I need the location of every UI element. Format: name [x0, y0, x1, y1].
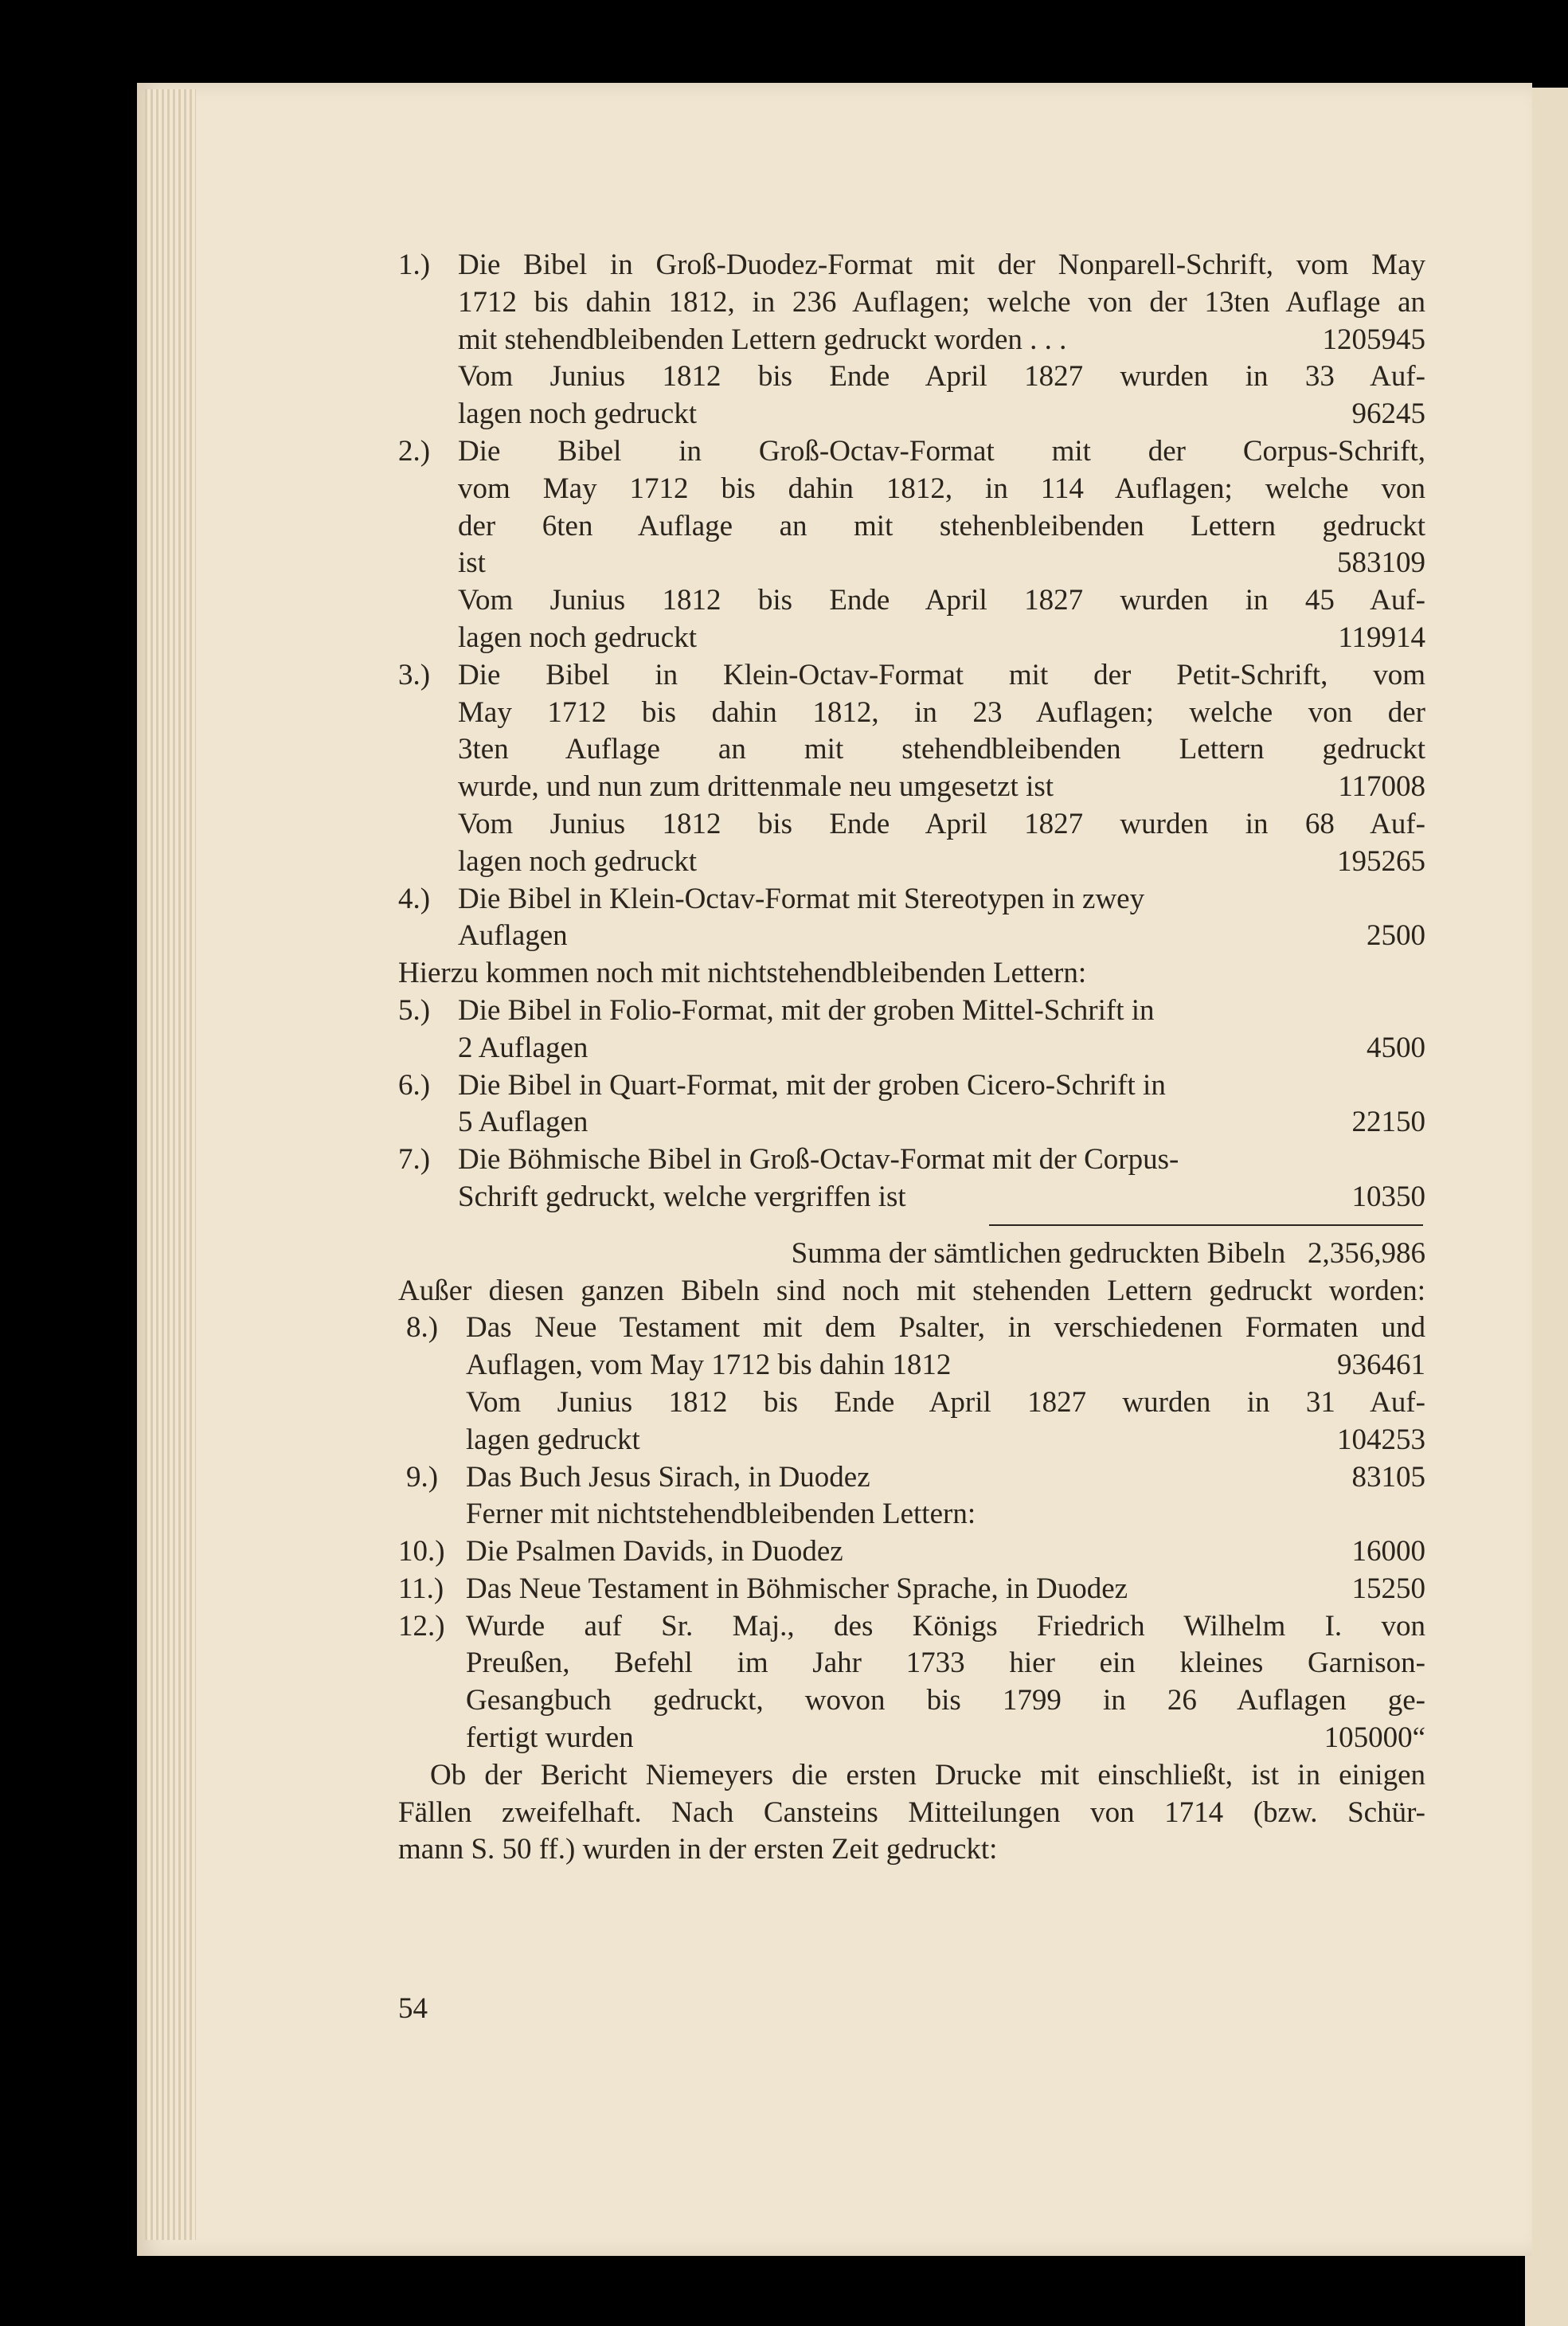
item-value: 936461: [1337, 1349, 1425, 1382]
item-number: 6.): [398, 1068, 431, 1102]
sub-line: lagen noch gedruckt: [458, 844, 697, 878]
item-value: 4500: [1367, 1031, 1425, 1064]
item-line-with-value: [458, 1179, 1425, 1216]
item-line: Das Neue Testament in Böhmischer Sprache, in Duodez: [466, 1572, 1128, 1605]
item-line-with-value: [466, 1533, 1425, 1571]
item-number: 11.): [398, 1572, 444, 1605]
item-number: 10.): [398, 1535, 445, 1568]
sub-line: Ferner mit nichtstehendbleibenden Lettern:: [466, 1498, 976, 1531]
item-line: wurde, und nun zum drittenmale neu umgesetzt ist: [458, 770, 1054, 804]
item-line: Die Psalmen Davids, in Duodez: [466, 1535, 843, 1568]
item-line: Die Böhmische Bibel in Groß-Octav-Format mit der Corpus-: [458, 1143, 1179, 1177]
sub-line: Vom Junius 1812 bis Ende April 1827 wurden in 31 Auf-: [466, 1385, 1425, 1419]
item-line: fertigt wurden: [466, 1721, 634, 1755]
item-value: 105000“: [1324, 1721, 1425, 1755]
sub-value: 96245: [1351, 397, 1425, 431]
item-line: Auflagen, vom May 1712 bis dahin 1812: [466, 1349, 952, 1382]
sub-line-with-value: [466, 1422, 1425, 1459]
item-value: 2500: [1367, 919, 1425, 953]
list-item-9: [398, 1459, 1425, 1534]
item-line: 1712 bis dahin 1812, in 236 Auflagen; welche von der 13ten Auflage an: [458, 285, 1425, 319]
closing-paragraph: [398, 1757, 1425, 1869]
list-item-2: [398, 433, 1425, 657]
item-value: 15250: [1351, 1572, 1425, 1605]
item-line: Auflagen: [458, 919, 568, 953]
item-line-with-value: [458, 769, 1425, 806]
list-item-4: [398, 881, 1425, 956]
item-line: Das Neue Testament mit dem Psalter, in verschiedenen Formaten und: [466, 1311, 1425, 1345]
item-number: 9.): [406, 1460, 439, 1494]
sub-value: 195265: [1337, 844, 1425, 878]
item-line: ist: [458, 546, 486, 580]
item-line-with-value: [466, 1347, 1425, 1384]
item-line-with-value: [458, 918, 1425, 955]
item-line-with-value: [458, 545, 1425, 582]
list-item-1: [398, 247, 1425, 433]
page-number: 54: [398, 1992, 428, 2025]
page-text: [398, 247, 1425, 1869]
item-line: Die Bibel in Quart-Format, mit der groben Cicero-Schrift in: [458, 1068, 1166, 1102]
item-number: 7.): [398, 1143, 431, 1177]
item-value: 583109: [1337, 546, 1425, 580]
item-line: Die Bibel in Klein-Octav-Format mit Stereotypen in zwey: [458, 882, 1145, 915]
item-number: 4.): [398, 882, 431, 915]
list-item-3: [398, 657, 1425, 881]
list-item-12: [398, 1608, 1425, 1757]
item-line-with-value: [466, 1459, 1425, 1497]
item-line: Schrift gedruckt, welche vergriffen ist: [458, 1180, 906, 1213]
item-value: 16000: [1351, 1535, 1425, 1568]
list-item-10: [398, 1533, 1425, 1571]
list-item-11: [398, 1571, 1425, 1608]
item-value: 117008: [1338, 770, 1425, 804]
section-heading: Außer diesen ganzen Bibeln sind noch mit stehenden Lettern gedruckt worden:: [398, 1274, 1425, 1307]
item-number: 8.): [406, 1311, 439, 1345]
item-number: 1.): [398, 249, 431, 281]
sum-rule: [989, 1224, 1423, 1226]
item-line-with-value: [458, 1104, 1425, 1141]
item-number: 3.): [398, 658, 431, 691]
page-stack-edge: [145, 89, 196, 2240]
item-line-with-value: [458, 322, 1425, 359]
item-number: 5.): [398, 993, 431, 1027]
item-line: 2 Auflagen: [458, 1031, 588, 1064]
summa-label: Summa der sämtlichen gedruckten Bibeln: [791, 1236, 1286, 1270]
paragraph-line: mann S. 50 ff.) wurden in der ersten Zeit gedruckt:: [398, 1833, 998, 1866]
item-line: 3ten Auflage an mit stehendbleibenden Lettern gedruckt: [458, 733, 1425, 766]
item-value: 22150: [1351, 1106, 1425, 1139]
sub-line: lagen noch gedruckt: [458, 621, 697, 654]
sub-line: lagen noch gedruckt: [458, 397, 697, 431]
item-line-with-value: [466, 1571, 1425, 1608]
item-value: 83105: [1351, 1460, 1425, 1494]
item-line: mit stehendbleibenden Lettern gedruckt worden . . .: [458, 323, 1067, 356]
list-item-8: [398, 1310, 1425, 1459]
item-line: 5 Auflagen: [458, 1106, 588, 1139]
list-item-5: [398, 993, 1425, 1067]
sub-line: lagen gedruckt: [466, 1423, 640, 1456]
paragraph-line: Ob der Bericht Niemeyers die ersten Drucke mit einschließt, ist in einigen: [430, 1758, 1425, 1791]
item-line: Die Bibel in Klein-Octav-Format mit der Petit-Schrift, vom: [458, 658, 1425, 691]
item-line-with-value: [458, 1030, 1425, 1067]
list-item-7: [398, 1141, 1425, 1216]
item-line-with-value: [466, 1720, 1425, 1757]
sub-line: Vom Junius 1812 bis Ende April 1827 wurden in 45 Auf-: [458, 584, 1425, 617]
item-line: Die Bibel in Groß-Octav-Format mit der Corpus-Schrift,: [458, 434, 1425, 468]
sub-line-with-value: [458, 844, 1425, 881]
list-item-6: [398, 1067, 1425, 1142]
item-line: Gesangbuch gedruckt, wovon bis 1799 in 26 Auflagen ge-: [466, 1684, 1425, 1717]
sub-line: Vom Junius 1812 bis Ende April 1827 wurden in 33 Auf-: [458, 360, 1425, 394]
item-line: Die Bibel in Folio-Format, mit der groben Mittel-Schrift in: [458, 993, 1155, 1027]
item-line: Die Bibel in Groß-Duodez-Format mit der Nonparell-Schrift, vom May: [458, 249, 1425, 281]
item-line: vom May 1712 bis dahin 1812, in 114 Auflagen; welche von: [458, 472, 1425, 505]
sub-line-with-value: [458, 396, 1425, 433]
summa-line: [398, 1235, 1425, 1273]
item-line: der 6ten Auflage an mit stehenbleibenden Lettern gedruckt: [458, 509, 1425, 542]
item-line: Wurde auf Sr. Maj., des Königs Friedrich Wilhelm I. von: [466, 1609, 1425, 1643]
item-line: Das Buch Jesus Sirach, in Duodez: [466, 1460, 870, 1494]
sub-value: 119914: [1338, 621, 1425, 654]
item-value: 1205945: [1322, 323, 1425, 356]
item-line: Preußen, Befehl im Jahr 1733 hier ein kleines Garnison-: [466, 1647, 1425, 1680]
item-number: 2.): [398, 434, 431, 468]
sub-line: Vom Junius 1812 bis Ende April 1827 wurden in 68 Auf-: [458, 807, 1425, 840]
item-value: 10350: [1351, 1180, 1425, 1213]
section-heading: Hierzu kommen noch mit nichtstehendbleibenden Lettern:: [398, 957, 1087, 990]
sub-value: 104253: [1337, 1423, 1425, 1456]
paragraph-line: Fällen zweifelhaft. Nach Cansteins Mitteilungen von 1714 (bzw. Schür-: [398, 1795, 1425, 1829]
summa-value: 2,356,986: [1308, 1236, 1425, 1270]
sub-line-with-value: [458, 620, 1425, 657]
item-line: May 1712 bis dahin 1812, in 23 Auflagen; welche von der: [458, 695, 1425, 729]
item-number: 12.): [398, 1609, 445, 1643]
